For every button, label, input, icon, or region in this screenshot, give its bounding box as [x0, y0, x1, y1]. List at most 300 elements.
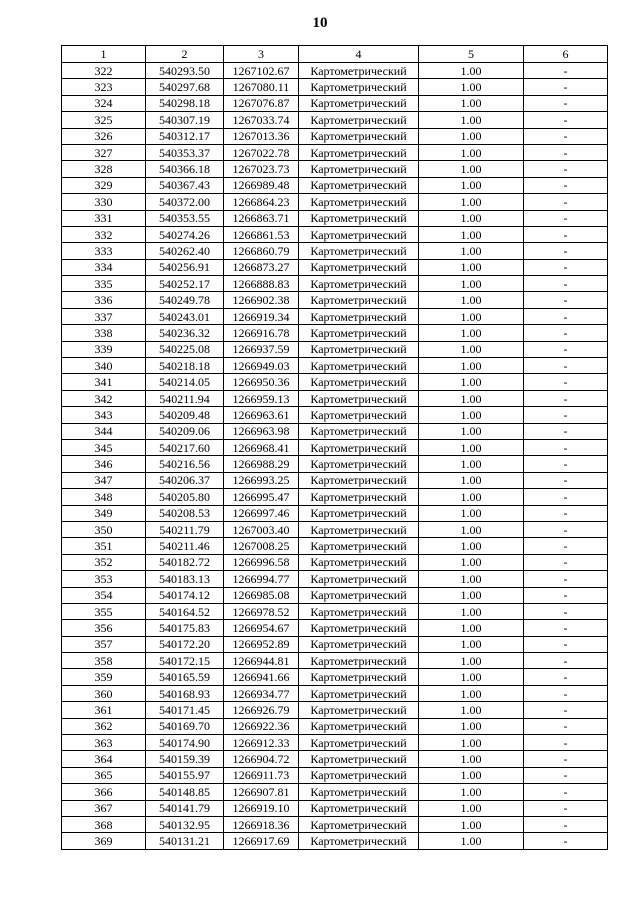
point-number-cell: 348: [62, 489, 146, 505]
x-coordinate-cell: 540169.70: [146, 718, 224, 734]
method-cell: Картометрический: [299, 505, 419, 521]
point-number-cell: 352: [62, 554, 146, 570]
x-coordinate-cell: 540211.94: [146, 390, 224, 406]
y-coordinate-cell: 1266937.59: [224, 341, 299, 357]
description-cell: -: [524, 571, 608, 587]
description-cell: -: [524, 374, 608, 390]
point-number-cell: 330: [62, 194, 146, 210]
x-coordinate-cell: 540236.32: [146, 325, 224, 341]
point-number-cell: 351: [62, 538, 146, 554]
y-coordinate-cell: 1266873.27: [224, 259, 299, 275]
point-number-cell: 366: [62, 784, 146, 800]
description-cell: -: [524, 554, 608, 570]
x-coordinate-cell: 540297.68: [146, 79, 224, 95]
table-row: [62, 603, 608, 619]
header-row: [62, 46, 608, 63]
x-coordinate-cell: 540249.78: [146, 292, 224, 308]
accuracy-cell: 1.00: [419, 112, 524, 128]
point-number-cell: 354: [62, 587, 146, 603]
point-number-cell: 349: [62, 505, 146, 521]
table-row: [62, 439, 608, 455]
point-number-cell: 341: [62, 374, 146, 390]
point-number-cell: 359: [62, 669, 146, 685]
method-cell: Картометрический: [299, 292, 419, 308]
table-body: [62, 63, 608, 850]
table-row: [62, 702, 608, 718]
method-cell: Картометрический: [299, 63, 419, 79]
accuracy-cell: 1.00: [419, 571, 524, 587]
accuracy-cell: 1.00: [419, 194, 524, 210]
description-cell: -: [524, 620, 608, 636]
method-cell: Картометрический: [299, 816, 419, 832]
method-cell: Картометрический: [299, 226, 419, 242]
point-number-cell: 335: [62, 276, 146, 292]
point-number-cell: 350: [62, 521, 146, 537]
x-coordinate-cell: 540174.90: [146, 735, 224, 751]
point-number-cell: 345: [62, 439, 146, 455]
description-cell: -: [524, 816, 608, 832]
y-coordinate-cell: 1267076.87: [224, 95, 299, 111]
point-number-cell: 353: [62, 571, 146, 587]
method-cell: Картометрический: [299, 735, 419, 751]
method-cell: Картометрический: [299, 144, 419, 160]
x-coordinate-cell: 540206.37: [146, 472, 224, 488]
accuracy-cell: 1.00: [419, 685, 524, 701]
accuracy-cell: 1.00: [419, 95, 524, 111]
accuracy-cell: 1.00: [419, 489, 524, 505]
method-cell: Картометрический: [299, 210, 419, 226]
y-coordinate-cell: 1267102.67: [224, 63, 299, 79]
description-cell: -: [524, 702, 608, 718]
point-number-cell: 325: [62, 112, 146, 128]
x-coordinate-cell: 540159.39: [146, 751, 224, 767]
description-cell: -: [524, 751, 608, 767]
y-coordinate-cell: 1266944.81: [224, 653, 299, 669]
x-coordinate-cell: 540262.40: [146, 243, 224, 259]
description-cell: -: [524, 95, 608, 111]
accuracy-cell: 1.00: [419, 587, 524, 603]
accuracy-cell: 1.00: [419, 292, 524, 308]
x-coordinate-cell: 540252.17: [146, 276, 224, 292]
coordinates-table: [61, 45, 608, 850]
accuracy-cell: 1.00: [419, 243, 524, 259]
column-header-3: 3: [224, 46, 299, 63]
accuracy-cell: 1.00: [419, 308, 524, 324]
description-cell: -: [524, 292, 608, 308]
method-cell: Картометрический: [299, 571, 419, 587]
x-coordinate-cell: 540209.48: [146, 407, 224, 423]
method-cell: Картометрический: [299, 767, 419, 783]
point-number-cell: 347: [62, 472, 146, 488]
point-number-cell: 331: [62, 210, 146, 226]
accuracy-cell: 1.00: [419, 63, 524, 79]
x-coordinate-cell: 540172.20: [146, 636, 224, 652]
point-number-cell: 342: [62, 390, 146, 406]
table-row: [62, 63, 608, 79]
point-number-cell: 368: [62, 816, 146, 832]
description-cell: -: [524, 521, 608, 537]
y-coordinate-cell: 1266985.08: [224, 587, 299, 603]
table-row: [62, 751, 608, 767]
y-coordinate-cell: 1267033.74: [224, 112, 299, 128]
method-cell: Картометрический: [299, 112, 419, 128]
description-cell: -: [524, 767, 608, 783]
y-coordinate-cell: 1266968.41: [224, 439, 299, 455]
table-row: [62, 538, 608, 554]
accuracy-cell: 1.00: [419, 177, 524, 193]
table-row: [62, 571, 608, 587]
x-coordinate-cell: 540205.80: [146, 489, 224, 505]
x-coordinate-cell: 540256.91: [146, 259, 224, 275]
accuracy-cell: 1.00: [419, 423, 524, 439]
y-coordinate-cell: 1266978.52: [224, 603, 299, 619]
description-cell: -: [524, 456, 608, 472]
description-cell: -: [524, 685, 608, 701]
accuracy-cell: 1.00: [419, 439, 524, 455]
y-coordinate-cell: 1266952.89: [224, 636, 299, 652]
point-number-cell: 358: [62, 653, 146, 669]
accuracy-cell: 1.00: [419, 653, 524, 669]
method-cell: Картометрический: [299, 833, 419, 849]
point-number-cell: 327: [62, 144, 146, 160]
y-coordinate-cell: 1266919.34: [224, 308, 299, 324]
description-cell: -: [524, 472, 608, 488]
y-coordinate-cell: 1266926.79: [224, 702, 299, 718]
method-cell: Картометрический: [299, 259, 419, 275]
table-row: [62, 833, 608, 849]
accuracy-cell: 1.00: [419, 210, 524, 226]
description-cell: -: [524, 79, 608, 95]
table-row: [62, 358, 608, 374]
description-cell: -: [524, 177, 608, 193]
accuracy-cell: 1.00: [419, 226, 524, 242]
method-cell: Картометрический: [299, 407, 419, 423]
column-header-5: 5: [419, 46, 524, 63]
description-cell: -: [524, 505, 608, 521]
description-cell: -: [524, 128, 608, 144]
table-row: [62, 636, 608, 652]
method-cell: Картометрический: [299, 341, 419, 357]
accuracy-cell: 1.00: [419, 636, 524, 652]
table-row: [62, 456, 608, 472]
y-coordinate-cell: 1266950.36: [224, 374, 299, 390]
table-row: [62, 79, 608, 95]
table-row: [62, 144, 608, 160]
x-coordinate-cell: 540243.01: [146, 308, 224, 324]
description-cell: -: [524, 325, 608, 341]
y-coordinate-cell: 1266917.69: [224, 833, 299, 849]
table-row: [62, 161, 608, 177]
table-row: [62, 177, 608, 193]
table-row: [62, 341, 608, 357]
accuracy-cell: 1.00: [419, 702, 524, 718]
point-number-cell: 346: [62, 456, 146, 472]
method-cell: Картометрический: [299, 800, 419, 816]
accuracy-cell: 1.00: [419, 456, 524, 472]
point-number-cell: 343: [62, 407, 146, 423]
point-number-cell: 367: [62, 800, 146, 816]
method-cell: Картометрический: [299, 669, 419, 685]
method-cell: Картометрический: [299, 79, 419, 95]
description-cell: -: [524, 489, 608, 505]
accuracy-cell: 1.00: [419, 767, 524, 783]
x-coordinate-cell: 540148.85: [146, 784, 224, 800]
description-cell: -: [524, 194, 608, 210]
y-coordinate-cell: 1267008.25: [224, 538, 299, 554]
y-coordinate-cell: 1266949.03: [224, 358, 299, 374]
table-row: [62, 489, 608, 505]
y-coordinate-cell: 1267023.73: [224, 161, 299, 177]
x-coordinate-cell: 540293.50: [146, 63, 224, 79]
x-coordinate-cell: 540274.26: [146, 226, 224, 242]
y-coordinate-cell: 1266989.48: [224, 177, 299, 193]
accuracy-cell: 1.00: [419, 407, 524, 423]
accuracy-cell: 1.00: [419, 816, 524, 832]
table-row: [62, 243, 608, 259]
point-number-cell: 334: [62, 259, 146, 275]
x-coordinate-cell: 540217.60: [146, 439, 224, 455]
method-cell: Картометрический: [299, 177, 419, 193]
table-row: [62, 194, 608, 210]
table-row: [62, 685, 608, 701]
point-number-cell: 340: [62, 358, 146, 374]
accuracy-cell: 1.00: [419, 554, 524, 570]
method-cell: Картометрический: [299, 390, 419, 406]
table-row: [62, 800, 608, 816]
table-row: [62, 128, 608, 144]
y-coordinate-cell: 1266863.71: [224, 210, 299, 226]
point-number-cell: 336: [62, 292, 146, 308]
x-coordinate-cell: 540174.12: [146, 587, 224, 603]
accuracy-cell: 1.00: [419, 144, 524, 160]
table-row: [62, 374, 608, 390]
x-coordinate-cell: 540132.95: [146, 816, 224, 832]
method-cell: Картометрический: [299, 358, 419, 374]
y-coordinate-cell: 1266860.79: [224, 243, 299, 259]
table-row: [62, 112, 608, 128]
table-row: [62, 521, 608, 537]
method-cell: Картометрический: [299, 243, 419, 259]
description-cell: -: [524, 718, 608, 734]
x-coordinate-cell: 540298.18: [146, 95, 224, 111]
x-coordinate-cell: 540155.97: [146, 767, 224, 783]
accuracy-cell: 1.00: [419, 620, 524, 636]
description-cell: -: [524, 358, 608, 374]
y-coordinate-cell: 1266907.81: [224, 784, 299, 800]
point-number-cell: 326: [62, 128, 146, 144]
method-cell: Картометрический: [299, 521, 419, 537]
accuracy-cell: 1.00: [419, 718, 524, 734]
description-cell: -: [524, 308, 608, 324]
y-coordinate-cell: 1266995.47: [224, 489, 299, 505]
table-row: [62, 653, 608, 669]
y-coordinate-cell: 1266997.46: [224, 505, 299, 521]
x-coordinate-cell: 540172.15: [146, 653, 224, 669]
table-row: [62, 325, 608, 341]
description-cell: -: [524, 259, 608, 275]
accuracy-cell: 1.00: [419, 751, 524, 767]
point-number-cell: 338: [62, 325, 146, 341]
y-coordinate-cell: 1266864.23: [224, 194, 299, 210]
point-number-cell: 339: [62, 341, 146, 357]
accuracy-cell: 1.00: [419, 161, 524, 177]
description-cell: -: [524, 112, 608, 128]
y-coordinate-cell: 1267013.36: [224, 128, 299, 144]
y-coordinate-cell: 1267080.11: [224, 79, 299, 95]
point-number-cell: 362: [62, 718, 146, 734]
table-row: [62, 390, 608, 406]
column-header-6: 6: [524, 46, 608, 63]
y-coordinate-cell: 1266941.66: [224, 669, 299, 685]
accuracy-cell: 1.00: [419, 128, 524, 144]
x-coordinate-cell: 540131.21: [146, 833, 224, 849]
y-coordinate-cell: 1266888.83: [224, 276, 299, 292]
column-header-1: 1: [62, 46, 146, 63]
description-cell: -: [524, 423, 608, 439]
description-cell: -: [524, 407, 608, 423]
method-cell: Картометрический: [299, 620, 419, 636]
y-coordinate-cell: 1266861.53: [224, 226, 299, 242]
x-coordinate-cell: 540164.52: [146, 603, 224, 619]
method-cell: Картометрический: [299, 653, 419, 669]
point-number-cell: 329: [62, 177, 146, 193]
table-row: [62, 784, 608, 800]
x-coordinate-cell: 540367.43: [146, 177, 224, 193]
x-coordinate-cell: 540214.05: [146, 374, 224, 390]
description-cell: -: [524, 833, 608, 849]
point-number-cell: 344: [62, 423, 146, 439]
table-row: [62, 620, 608, 636]
y-coordinate-cell: 1266902.38: [224, 292, 299, 308]
table-row: [62, 505, 608, 521]
point-number-cell: 360: [62, 685, 146, 701]
accuracy-cell: 1.00: [419, 505, 524, 521]
description-cell: -: [524, 735, 608, 751]
table-row: [62, 210, 608, 226]
method-cell: Картометрический: [299, 702, 419, 718]
accuracy-cell: 1.00: [419, 390, 524, 406]
method-cell: Картометрический: [299, 456, 419, 472]
x-coordinate-cell: 540353.55: [146, 210, 224, 226]
point-number-cell: 357: [62, 636, 146, 652]
accuracy-cell: 1.00: [419, 341, 524, 357]
table-row: [62, 767, 608, 783]
y-coordinate-cell: 1266912.33: [224, 735, 299, 751]
x-coordinate-cell: 540225.08: [146, 341, 224, 357]
method-cell: Картометрический: [299, 276, 419, 292]
x-coordinate-cell: 540183.13: [146, 571, 224, 587]
y-coordinate-cell: 1266934.77: [224, 685, 299, 701]
method-cell: Картометрический: [299, 308, 419, 324]
method-cell: Картометрический: [299, 751, 419, 767]
y-coordinate-cell: 1266922.36: [224, 718, 299, 734]
description-cell: -: [524, 226, 608, 242]
y-coordinate-cell: 1266988.29: [224, 456, 299, 472]
method-cell: Картометрический: [299, 636, 419, 652]
table-row: [62, 735, 608, 751]
y-coordinate-cell: 1266996.58: [224, 554, 299, 570]
table-row: [62, 587, 608, 603]
point-number-cell: 364: [62, 751, 146, 767]
x-coordinate-cell: 540208.53: [146, 505, 224, 521]
method-cell: Картометрический: [299, 784, 419, 800]
y-coordinate-cell: 1266954.67: [224, 620, 299, 636]
x-coordinate-cell: 540372.00: [146, 194, 224, 210]
table-row: [62, 816, 608, 832]
method-cell: Картометрический: [299, 128, 419, 144]
x-coordinate-cell: 540218.18: [146, 358, 224, 374]
accuracy-cell: 1.00: [419, 800, 524, 816]
table-row: [62, 407, 608, 423]
x-coordinate-cell: 540209.06: [146, 423, 224, 439]
point-number-cell: 363: [62, 735, 146, 751]
description-cell: -: [524, 669, 608, 685]
table-row: [62, 472, 608, 488]
x-coordinate-cell: 540366.18: [146, 161, 224, 177]
method-cell: Картометрический: [299, 489, 419, 505]
y-coordinate-cell: 1266993.25: [224, 472, 299, 488]
y-coordinate-cell: 1266919.10: [224, 800, 299, 816]
accuracy-cell: 1.00: [419, 538, 524, 554]
y-coordinate-cell: 1266959.13: [224, 390, 299, 406]
method-cell: Картометрический: [299, 718, 419, 734]
y-coordinate-cell: 1266904.72: [224, 751, 299, 767]
method-cell: Картометрический: [299, 374, 419, 390]
point-number-cell: 328: [62, 161, 146, 177]
y-coordinate-cell: 1266994.77: [224, 571, 299, 587]
y-coordinate-cell: 1266916.78: [224, 325, 299, 341]
description-cell: -: [524, 800, 608, 816]
description-cell: -: [524, 439, 608, 455]
table-row: [62, 292, 608, 308]
table-row: [62, 554, 608, 570]
description-cell: -: [524, 653, 608, 669]
x-coordinate-cell: 540171.45: [146, 702, 224, 718]
point-number-cell: 333: [62, 243, 146, 259]
table-row: [62, 423, 608, 439]
x-coordinate-cell: 540141.79: [146, 800, 224, 816]
point-number-cell: 356: [62, 620, 146, 636]
point-number-cell: 322: [62, 63, 146, 79]
method-cell: Картометрический: [299, 95, 419, 111]
point-number-cell: 324: [62, 95, 146, 111]
x-coordinate-cell: 540312.17: [146, 128, 224, 144]
point-number-cell: 365: [62, 767, 146, 783]
accuracy-cell: 1.00: [419, 784, 524, 800]
y-coordinate-cell: 1266911.73: [224, 767, 299, 783]
y-coordinate-cell: 1267022.78: [224, 144, 299, 160]
x-coordinate-cell: 540211.46: [146, 538, 224, 554]
y-coordinate-cell: 1266918.36: [224, 816, 299, 832]
description-cell: -: [524, 603, 608, 619]
description-cell: -: [524, 636, 608, 652]
column-header-2: 2: [146, 46, 224, 63]
method-cell: Картометрический: [299, 538, 419, 554]
accuracy-cell: 1.00: [419, 833, 524, 849]
description-cell: -: [524, 784, 608, 800]
description-cell: -: [524, 390, 608, 406]
table-row: [62, 226, 608, 242]
method-cell: Картометрический: [299, 439, 419, 455]
method-cell: Картометрический: [299, 325, 419, 341]
description-cell: -: [524, 538, 608, 554]
method-cell: Картометрический: [299, 423, 419, 439]
description-cell: -: [524, 144, 608, 160]
x-coordinate-cell: 540353.37: [146, 144, 224, 160]
point-number-cell: 332: [62, 226, 146, 242]
accuracy-cell: 1.00: [419, 735, 524, 751]
x-coordinate-cell: 540307.19: [146, 112, 224, 128]
